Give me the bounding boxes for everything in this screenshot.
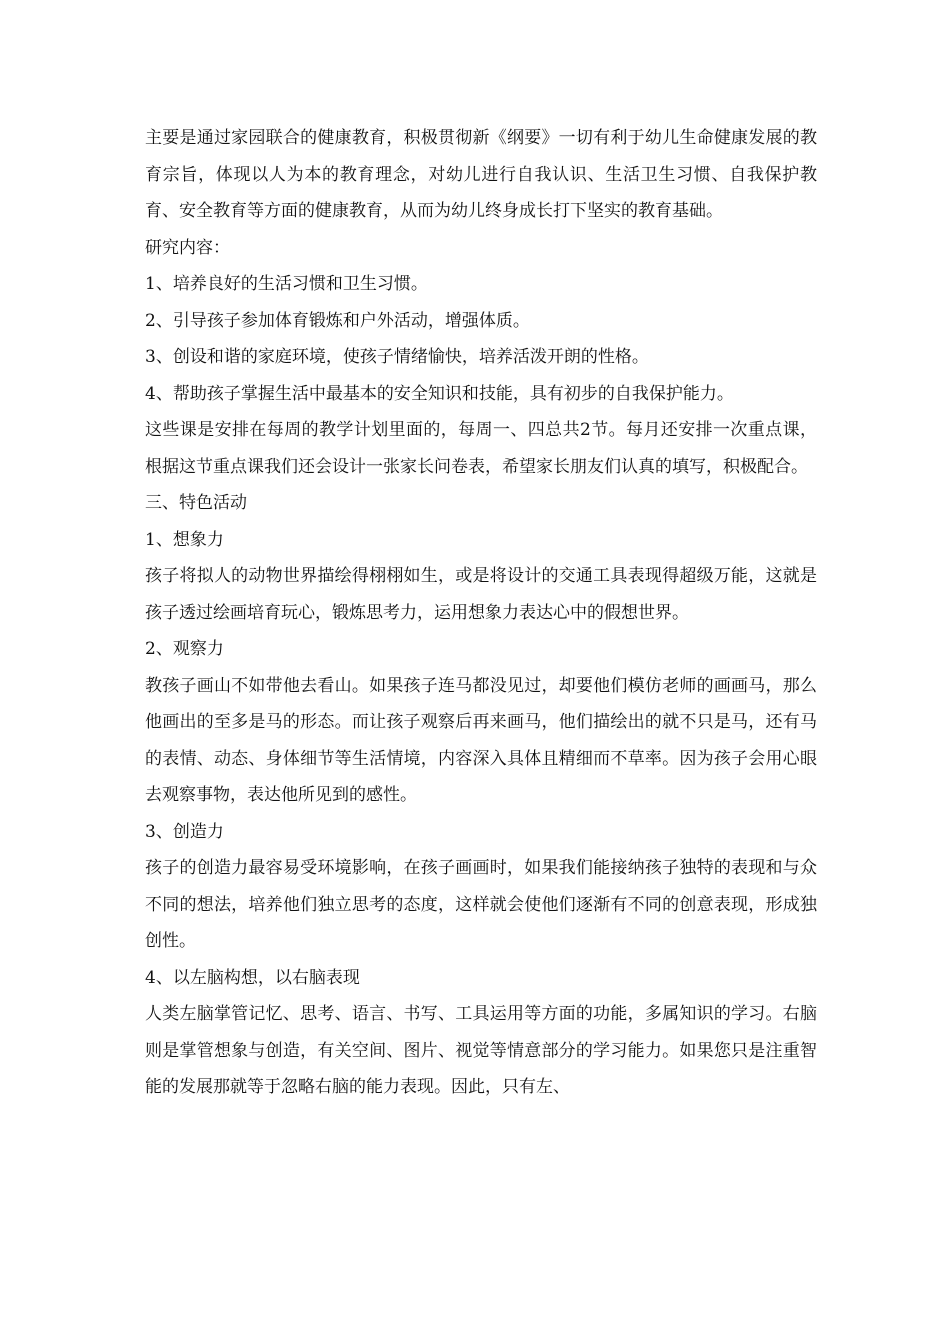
subheading-imagination: 1、想象力	[145, 529, 224, 550]
paragraph-observation: 教孩子画山不如带他去看山。如果孩子连马都没见过，却要他们模仿老师的画画马，那么他画出的至多是马的形态。而让孩子观察后再来画马，他们描绘出的就不只是马，还有马的表情、动态、身体细节等生活情境，内容深入具体且精细而不草率。因为孩子会用心眼去观察事物，表达他所见到的感性。	[145, 675, 817, 805]
subheading-left-right-brain: 4、以左脑构想，以右脑表现	[145, 967, 360, 988]
heading-research-content: 研究内容：	[145, 237, 230, 258]
list-item-1: 1、培养良好的生活习惯和卫生习惯。	[145, 274, 428, 294]
document-body	[145, 120, 817, 1106]
paragraph-creativity: 孩子的创造力最容易受环境影响，在孩子画画时，如果我们能接纳孩子独特的表现和与众不同的想法，培养他们独立思考的态度，这样就会使他们逐渐有不同的创意表现，形成独创性。	[145, 858, 817, 951]
list-item-2: 2、引导孩子参加体育锻炼和户外活动，增强体质。	[145, 310, 530, 331]
heading-special-activities: 三、特色活动	[145, 493, 247, 513]
paragraph-intro: 主要是通过家园联合的健康教育，积极贯彻新《纲要》一切有利于幼儿生命健康发展的教育宗旨，体现以人为本的教育理念，对幼儿进行自我认识、生活卫生习惯、自我保护教育、安全教育等方面的健康教育，从而为幼儿终身成长打下坚实的教育基础。	[145, 128, 817, 221]
subheading-observation: 2、观察力	[145, 639, 224, 659]
subheading-creativity: 3、创造力	[145, 821, 224, 842]
paragraph-imagination: 孩子将拟人的动物世界描绘得栩栩如生，或是将设计的交通工具表现得超级万能，这就是孩子透过绘画培育玩心，锻炼思考力，运用想象力表达心中的假想世界。	[145, 566, 817, 623]
paragraph-left-right-brain: 人类左脑掌管记忆、思考、语言、书写、工具运用等方面的功能，多属知识的学习。右脑则是掌管想象与创造，有关空间、图片、视觉等情意部分的学习能力。如果您只是注重智能的发展那就等于忽略右脑的能力表现。因此，只有左、	[145, 1004, 817, 1097]
paragraph-schedule: 这些课是安排在每周的教学计划里面的，每周一、四总共2节。每月还安排一次重点课，根据这节重点课我们还会设计一张家长问卷表，希望家长朋友们认真的填写，积极配合。	[145, 420, 817, 477]
list-item-3: 3、创设和谐的家庭环境，使孩子情绪愉快，培养活泼开朗的性格。	[145, 347, 649, 367]
list-item-4: 4、帮助孩子掌握生活中最基本的安全知识和技能，具有初步的自我保护能力。	[145, 383, 734, 404]
